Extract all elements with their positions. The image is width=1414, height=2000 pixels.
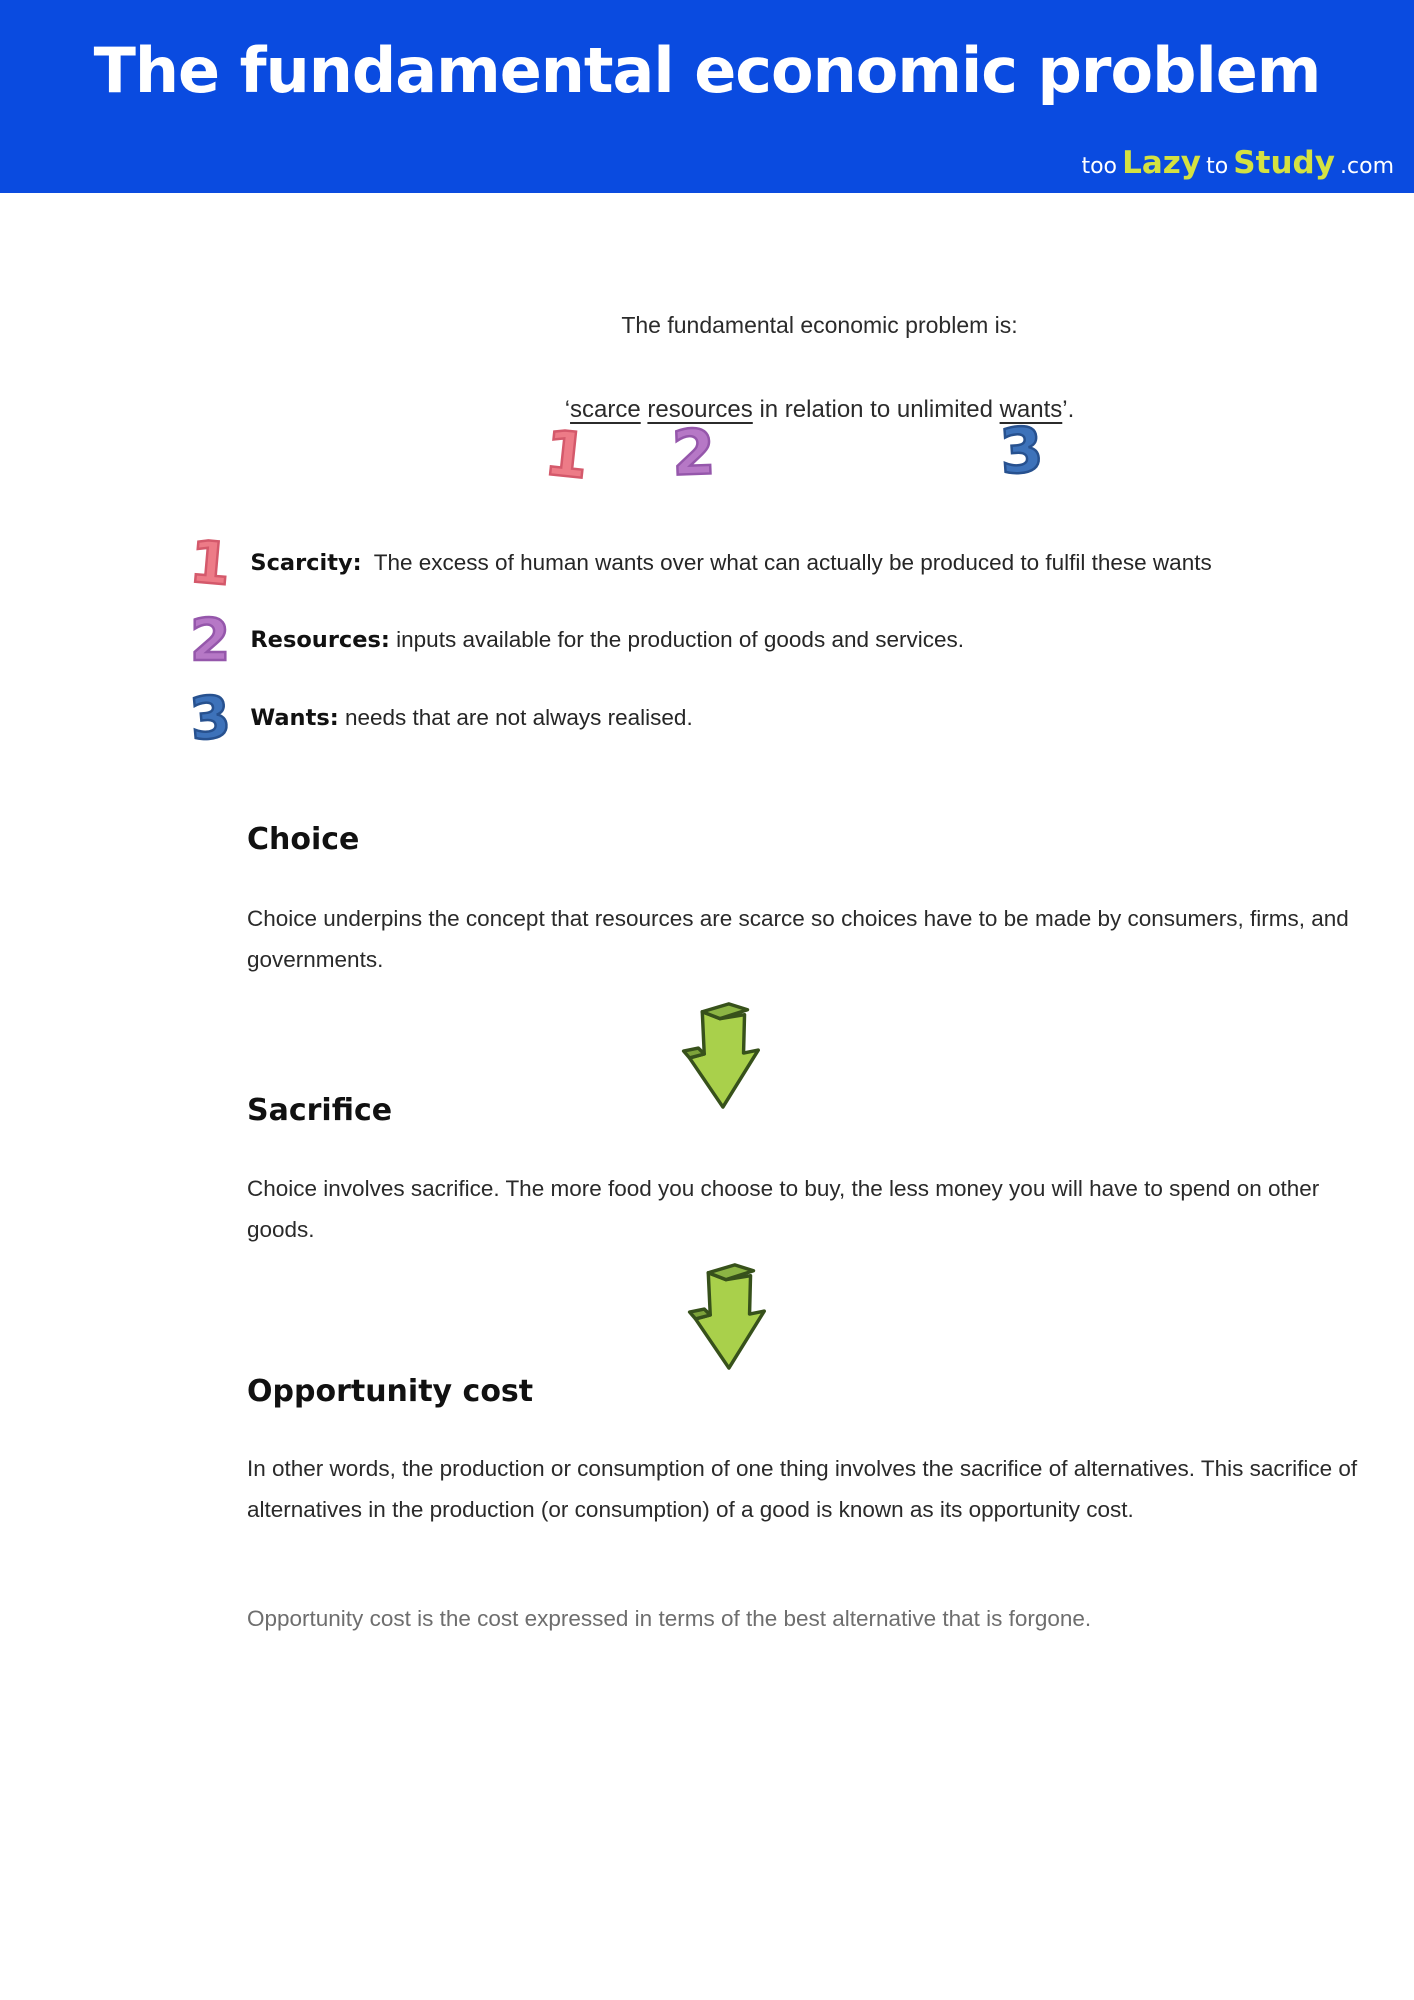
number-3-icon: 3 <box>187 682 234 754</box>
quote-middle: in relation to unlimited <box>752 396 1000 423</box>
quote-word-resources: resources <box>647 396 753 423</box>
site-logo <box>1081 145 1394 181</box>
logo-lazy: Lazy <box>1122 145 1202 181</box>
marker-1-icon: 1 <box>541 415 592 494</box>
logo-com: .com <box>1340 154 1394 179</box>
quote-open: ‘ <box>564 396 571 423</box>
quote-word-scarce: scarce <box>570 396 641 423</box>
quote-close: ’. <box>1062 396 1075 423</box>
logo-too: too <box>1081 154 1117 179</box>
logo-study: Study <box>1233 145 1335 181</box>
definition-text <box>250 627 964 653</box>
intro-statement: The fundamental economic problem is: <box>621 312 1018 338</box>
definition-text <box>250 705 692 731</box>
definition-body: The excess of human wants over what can actually be produced to fulfil these wants <box>361 550 1212 575</box>
definition-body: needs that are not always realised. <box>338 705 693 730</box>
header-banner <box>0 0 1414 193</box>
page-title: The fundamental economic problem <box>93 34 1321 107</box>
quote-word-wants: wants <box>999 396 1063 423</box>
heading-opportunity-cost: Opportunity cost <box>247 1374 534 1409</box>
quote-statement <box>225 396 1414 424</box>
heading-choice: Choice <box>247 822 360 857</box>
definition-label: Scarcity: <box>250 550 362 576</box>
definition-label: Resources: <box>250 627 390 653</box>
definition-body: inputs available for the production of goods and services. <box>389 627 965 652</box>
down-arrow-icon <box>674 1258 774 1372</box>
heading-sacrifice: Sacrifice <box>247 1093 393 1128</box>
paragraph-opportunity-cost: In other words, the production or consumption of one thing involves the sacrifice of alternatives. This sacrifice of alternatives in the production (or consumption) of a good is known as its opportunity cost. <box>247 1456 1358 1522</box>
opportunity-cost-note: Opportunity cost is the cost expressed in terms of the best alternative that is forgone. <box>247 1606 1092 1631</box>
definition-scarcity <box>187 527 1294 599</box>
logo-to: to <box>1206 154 1229 179</box>
definition-label: Wants: <box>250 705 339 731</box>
marker-2-icon: 2 <box>670 415 717 490</box>
down-arrow-icon <box>668 997 768 1111</box>
definition-resources <box>190 608 1294 672</box>
definition-text <box>250 550 1211 576</box>
definition-wants <box>187 682 1294 754</box>
number-1-icon: 1 <box>187 527 234 599</box>
number-2-icon: 2 <box>190 606 231 674</box>
marker-3-icon: 3 <box>997 412 1046 489</box>
paragraph-sacrifice: Choice involves sacrifice. The more food you choose to buy, the less money you will have to spend on other goods. <box>247 1176 1320 1242</box>
paragraph-choice: Choice underpins the concept that resources are scarce so choices have to be made by consumers, firms, and governments. <box>247 906 1349 972</box>
